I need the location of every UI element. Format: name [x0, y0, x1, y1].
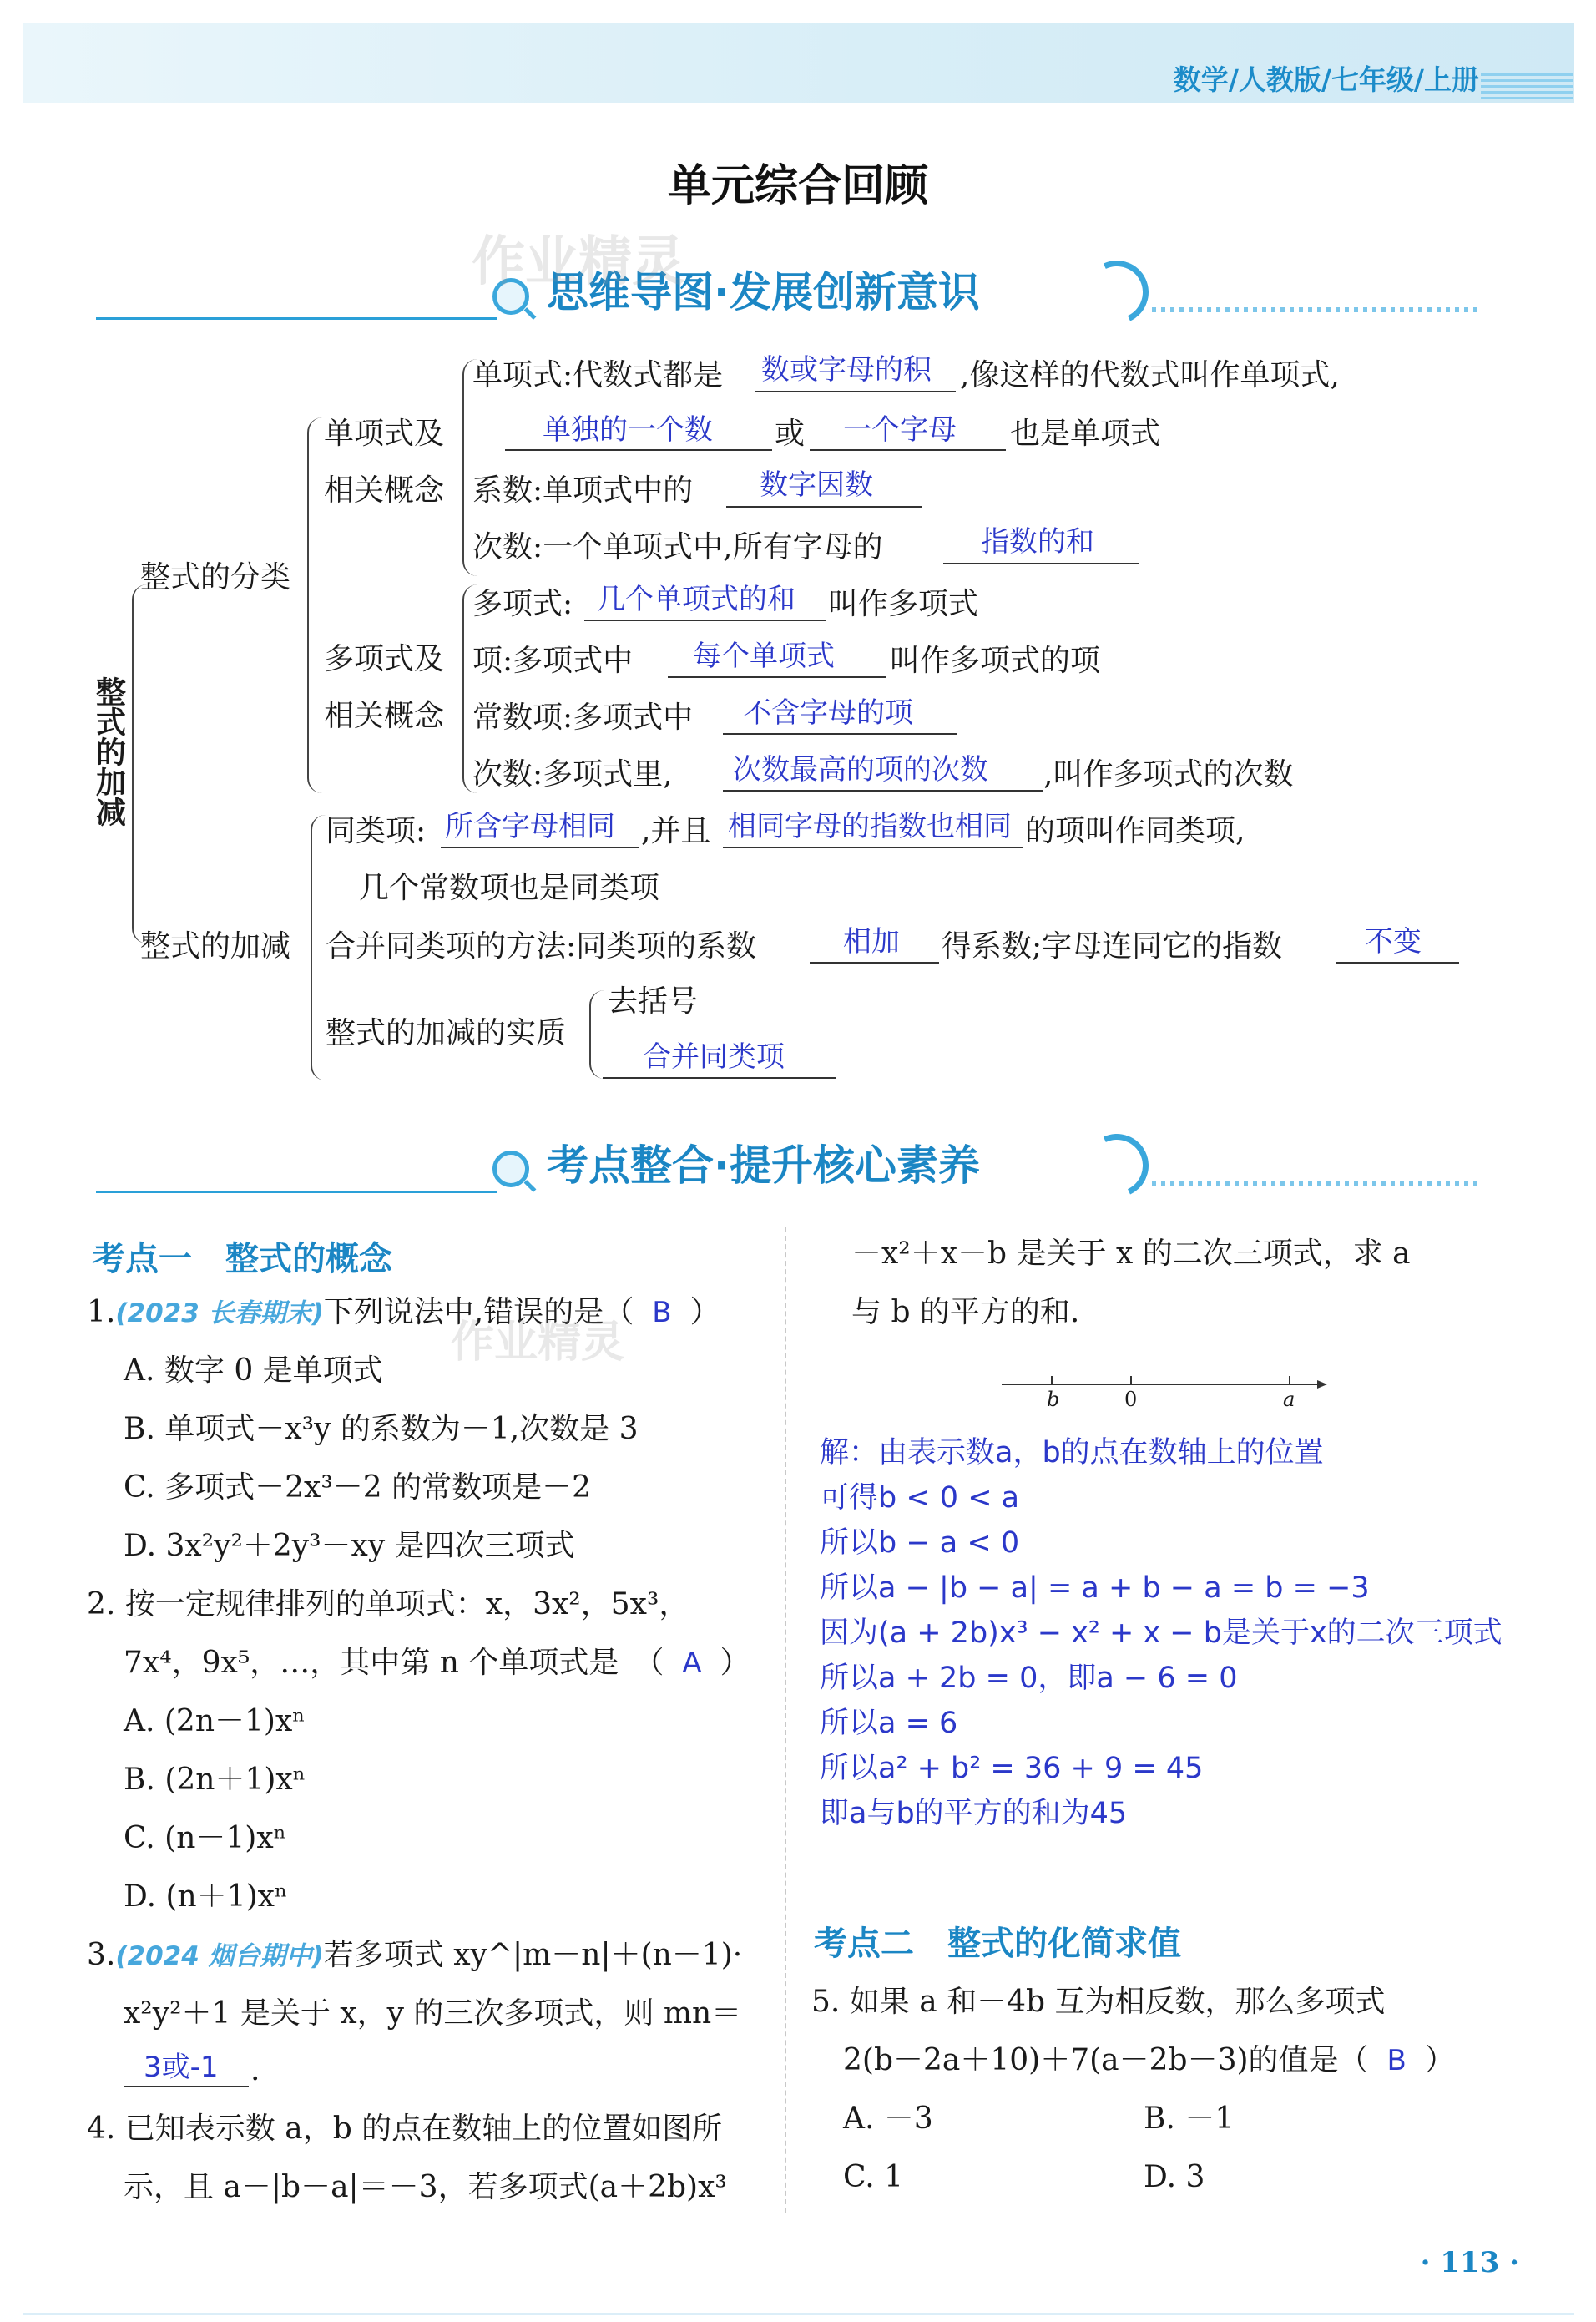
combine-text-a: 合并同类项的方法:同类项的系数 — [326, 929, 757, 964]
q5-line2-text: 2(b－2a＋10)＋7(a－2b－3)的值是（ — [843, 2043, 1369, 2077]
essence-item2: 合并同类项 — [643, 1040, 785, 1074]
q5-option-d: D. 3 — [1144, 2160, 1205, 2194]
poly-group-label: 多项式及 — [324, 642, 445, 676]
q4-line1: 4. 已知表示数 a，b 的点在数轴上的位置如图所 — [87, 2112, 723, 2146]
solution-line-9: 即a与b的平方的和为45 — [820, 1797, 1128, 1830]
q3-line2: x²y²＋1 是关于 x，y 的三次多项式，则 mn＝ — [124, 1996, 742, 2031]
watermark-2: 作业精灵 — [451, 1318, 625, 1368]
solution-line-8: 所以a² + b² = 36 + 9 = 45 — [820, 1752, 1204, 1785]
q1-option-b: B. 单项式－x³y 的系数为－1,次数是 3 — [124, 1412, 639, 1446]
watermark: 作业精灵 — [472, 231, 685, 293]
mono-def-answer1: 数或字母的积 — [761, 353, 932, 387]
const-text: 常数项:多项式中 — [472, 701, 694, 735]
coef-blank — [726, 506, 922, 508]
mono-def-text-b: ,像这样的代数式叫作单项式, — [960, 358, 1340, 392]
like-answer1: 所含字母相同 — [445, 810, 615, 843]
page-title: 单元综合回顾 — [667, 161, 928, 211]
essence-item1: 去括号 — [608, 984, 699, 1019]
combine-blank1 — [810, 962, 939, 964]
solution-line-6: 所以a + 2b = 0，即a − 6 = 0 — [820, 1662, 1238, 1695]
bottom-rule — [23, 2313, 1574, 2315]
number-line-b: b — [1047, 1388, 1060, 1411]
section2-title: 考点整合·提升核心素养 — [547, 1141, 980, 1190]
q3-number: 3. — [87, 1938, 116, 1972]
header-breadcrumb: 数学/人教版/七年级/上册 — [1173, 63, 1479, 96]
combine-answer2: 不变 — [1365, 925, 1422, 959]
q2-option-c: C. (n－1)xⁿ — [124, 1821, 287, 1855]
q1-stem: 下列说法中,错误的是（ — [323, 1295, 634, 1329]
term-answer: 每个单项式 — [693, 640, 835, 673]
solution-line-5: 因为(a + 2b)x³ − x² + x − b是关于x的二次三项式 — [820, 1616, 1503, 1650]
pdeg-blank — [723, 790, 1043, 792]
solution-line-3: 所以b − a < 0 — [820, 1526, 1020, 1560]
q2-line1: 2. 按一定规律排列的单项式：x，3x²，5x³， — [87, 1587, 689, 1621]
essence-blank — [603, 1077, 836, 1079]
q2-line2 — [124, 1647, 750, 1680]
pdeg-text-a: 次数:多项式里, — [472, 757, 673, 792]
section1-line — [96, 317, 497, 320]
number-line-a: a — [1283, 1388, 1295, 1411]
q3-answer: 3或-1 — [144, 2051, 219, 2084]
q5-option-b: B. －1 — [1144, 2102, 1235, 2136]
mono-def-blank2 — [505, 449, 772, 451]
poly-def-text-b: 叫作多项式 — [828, 587, 979, 621]
degree-text: 次数:一个单项式中,所有字母的 — [472, 530, 883, 564]
branch2-label: 整式的加减 — [140, 929, 291, 964]
poly-def-blank — [584, 620, 826, 621]
degree-answer: 指数的和 — [981, 525, 1094, 559]
const-answer: 不含字母的项 — [743, 696, 913, 730]
q5-option-c: C. 1 — [843, 2160, 904, 2194]
q1-line — [87, 1296, 720, 1330]
q5-line1: 5. 如果 a 和－4b 互为相反数，那么多项式 — [811, 1985, 1386, 2019]
mono-group-label2: 相关概念 — [324, 473, 445, 508]
combine-blank2 — [1336, 962, 1459, 964]
q1-option-a: A. 数字 0 是单项式 — [124, 1353, 383, 1388]
branch1-label: 整式的分类 — [140, 560, 291, 594]
q2-close: ） — [720, 1646, 750, 1680]
q2-option-d: D. (n＋1)xⁿ — [124, 1879, 288, 1914]
mono-def-text-c: 也是单项式 — [1010, 417, 1161, 451]
q4-line4: 与 b 的平方的和. — [851, 1295, 1080, 1329]
q2-answer: A — [682, 1647, 702, 1680]
section2-line — [96, 1191, 497, 1193]
mono-def-blank1 — [755, 391, 956, 392]
poly-def-text-a: 多项式: — [472, 587, 573, 621]
solution-line-1: 解：由表示数a，b的点在数轴上的位置 — [820, 1436, 1324, 1470]
arc-decoration-icon — [1076, 251, 1157, 332]
mono-def-blank3 — [810, 449, 1006, 451]
poly-group-label2: 相关概念 — [324, 699, 445, 733]
number-line-zero: 0 — [1124, 1388, 1138, 1411]
pdeg-text-b: ,叫作多项式的次数 — [1043, 757, 1294, 792]
q2-line2-text: 7x⁴，9x⁵，…，其中第 n 个单项式是 （ — [124, 1646, 664, 1680]
mono-def-answer2: 单独的一个数 — [543, 413, 713, 447]
poly-def-answer: 几个单项式的和 — [597, 583, 795, 616]
q4-line2: 示，且 a－|b－a|＝－3，若多项式(a＋2b)x³ — [124, 2170, 727, 2204]
root-brace — [132, 584, 150, 943]
section2-dots — [1152, 1181, 1477, 1186]
q5-answer: B — [1386, 2044, 1407, 2077]
solution-line-2: 可得b < 0 < a — [820, 1481, 1020, 1515]
coef-answer: 数字因数 — [760, 468, 873, 502]
q5-close: ） — [1424, 2043, 1455, 2077]
combine-answer1: 相加 — [843, 925, 900, 959]
like-text-a: 同类项: — [326, 814, 427, 848]
kp1-heading: 考点一 整式的概念 — [92, 1240, 392, 1278]
like-text-d: 几个常数项也是同类项 — [359, 871, 660, 905]
q3-line1-text: 若多项式 xy^|m－n|＋(n－1)· — [323, 1938, 743, 1972]
branch1-brace — [307, 417, 326, 793]
term-blank — [668, 676, 886, 678]
column-divider — [785, 1227, 786, 2213]
q3-source: (2024 烟台期中) — [115, 1941, 324, 1971]
coef-text: 系数:单项式中的 — [472, 473, 694, 508]
mono-def-answer3: 一个字母 — [843, 413, 957, 447]
q3-end: . — [250, 2053, 260, 2087]
q1-close: ） — [689, 1295, 720, 1329]
like-blank1 — [441, 847, 639, 848]
page-number: · 113 · — [1420, 2246, 1519, 2279]
q3-blank — [124, 2086, 249, 2087]
mono-def-text-a: 单项式:代数式都是 — [472, 358, 724, 392]
solution-line-7: 所以a = 6 — [820, 1707, 958, 1740]
q1-option-c: C. 多项式－2x³－2 的常数项是－2 — [124, 1470, 592, 1505]
section1-title: 思维导图·发展创新意识 — [547, 268, 980, 316]
q5-line2 — [843, 2044, 1455, 2077]
like-text-c: 的项叫作同类项, — [1025, 814, 1245, 848]
degree-blank — [943, 563, 1139, 564]
q2-option-b: B. (2n＋1)xⁿ — [124, 1763, 306, 1797]
term-text-a: 项:多项式中 — [472, 644, 634, 678]
mono-group-label: 单项式及 — [324, 417, 445, 451]
mindmap-root-label — [90, 676, 127, 834]
section1-dots — [1152, 307, 1477, 312]
combine-text-b: 得系数;字母连同它的指数 — [942, 929, 1283, 964]
arc-decoration-icon-2 — [1076, 1125, 1157, 1206]
q1-answer: B — [652, 1296, 672, 1329]
q4-line3: －x²＋x－b 是关于 x 的二次三项式，求 a — [851, 1237, 1411, 1271]
like-text-b: ,并且 — [641, 814, 711, 848]
q1-number: 1. — [87, 1295, 116, 1329]
magnifier-icon-2 — [492, 1151, 529, 1187]
q1-source: (2023 长春期末) — [115, 1298, 324, 1328]
solution-line-4: 所以a − |b − a| = a + b − a = b = −3 — [820, 1571, 1370, 1605]
term-text-b: 叫作多项式的项 — [890, 644, 1101, 678]
const-blank — [723, 733, 957, 735]
q3-line1 — [87, 1939, 742, 1973]
q5-option-a: A. －3 — [843, 2102, 933, 2136]
like-blank2 — [723, 847, 1023, 848]
essence-label: 整式的加减的实质 — [326, 1016, 567, 1050]
mono-def-or: 或 — [775, 417, 806, 451]
like-answer2: 相同字母的指数也相同 — [728, 810, 1012, 843]
pdeg-answer: 次数最高的项的次数 — [733, 753, 988, 787]
essence-brace — [589, 990, 604, 1079]
mindmap-root: 整式的加减 — [91, 676, 126, 827]
q2-option-a: A. (2n－1)xⁿ — [124, 1704, 306, 1738]
q1-option-d: D. 3x²y²＋2y³－xy 是四次三项式 — [124, 1529, 575, 1563]
header-stripes — [1481, 73, 1573, 99]
kp2-heading: 考点二 整式的化简求值 — [814, 1925, 1181, 1963]
